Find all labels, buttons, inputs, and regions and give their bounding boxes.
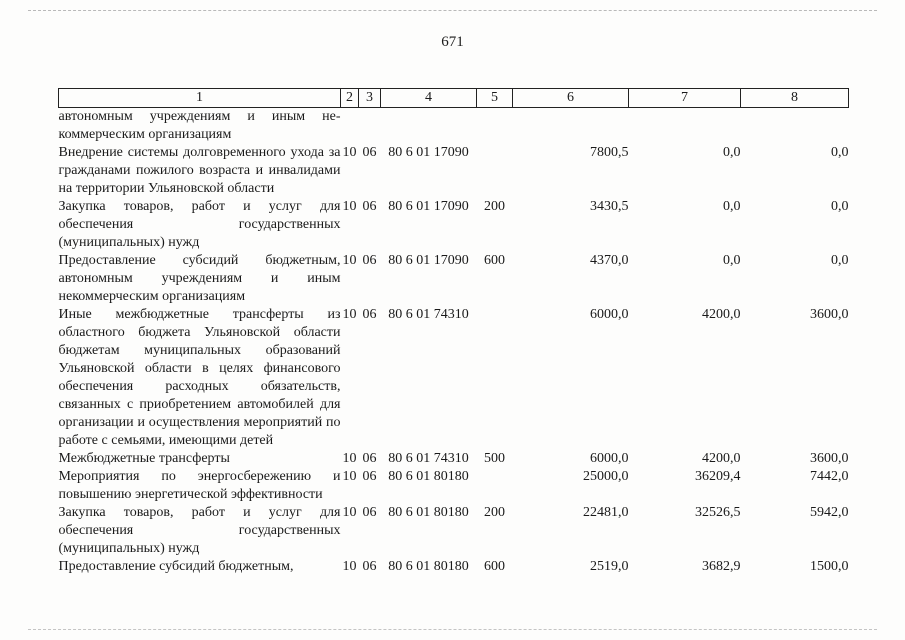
row-target-code: 80 6 01 17090 bbox=[388, 253, 469, 268]
row-name: Закупка товаров, работ и услуг для обеспечения государственных (муниципальных) нужд bbox=[58, 199, 341, 250]
row-name: Внедрение системы долговременного ухода за гражданами пожилого возраста и инвалидами на территории Ульяновской области bbox=[58, 145, 341, 196]
row-name: автономным учреждениям и иным не-коммерческим организациям bbox=[58, 109, 341, 142]
table-row bbox=[59, 504, 849, 558]
row-expense-type bbox=[477, 108, 513, 145]
table-row bbox=[59, 108, 849, 145]
row-name: Межбюджетные трансферты bbox=[58, 451, 230, 466]
row-amount-8: 0,0 bbox=[831, 199, 849, 214]
row-section bbox=[341, 108, 359, 145]
row-expense-type: 600 bbox=[484, 253, 505, 268]
row-amount-8: 0,0 bbox=[831, 145, 849, 160]
row-amount-6: 6000,0 bbox=[590, 307, 629, 322]
header-col-7: 7 bbox=[629, 89, 741, 108]
row-amount-6 bbox=[513, 108, 629, 145]
top-scan-edge bbox=[28, 10, 877, 11]
row-target-code: 80 6 01 74310 bbox=[388, 451, 469, 466]
row-subsection: 06 bbox=[362, 559, 377, 574]
row-expense-type: 200 bbox=[484, 505, 505, 520]
header-col-8: 8 bbox=[741, 89, 849, 108]
table-row bbox=[59, 468, 849, 504]
row-section: 10 bbox=[342, 253, 357, 268]
row-section: 10 bbox=[342, 145, 357, 160]
row-target-code: 80 6 01 74310 bbox=[388, 307, 469, 322]
row-amount-7: 4200,0 bbox=[702, 307, 741, 322]
row-amount-6: 3430,5 bbox=[590, 199, 629, 214]
row-subsection: 06 bbox=[362, 199, 377, 214]
table-row bbox=[59, 558, 849, 576]
row-amount-6: 7800,5 bbox=[590, 145, 629, 160]
row-amount-7 bbox=[629, 108, 741, 145]
row-name: Предоставление субсидий бюджетным, автономным учреждениям и иным некоммерческим организациям bbox=[58, 253, 341, 304]
row-subsection: 06 bbox=[362, 469, 377, 484]
row-amount-7: 0,0 bbox=[723, 145, 741, 160]
row-amount-7: 36209,4 bbox=[695, 469, 741, 484]
row-subsection: 06 bbox=[362, 451, 377, 466]
row-subsection: 06 bbox=[362, 307, 377, 322]
header-row bbox=[59, 89, 849, 108]
row-section: 10 bbox=[342, 505, 357, 520]
row-amount-8: 5942,0 bbox=[810, 505, 849, 520]
row-target-code: 80 6 01 17090 bbox=[388, 145, 469, 160]
row-amount-6: 25000,0 bbox=[583, 469, 629, 484]
budget-table bbox=[58, 88, 849, 576]
row-amount-7: 4200,0 bbox=[702, 451, 741, 466]
bottom-scan-edge bbox=[28, 629, 877, 630]
table-row bbox=[59, 450, 849, 468]
row-section: 10 bbox=[342, 559, 357, 574]
header-col-4: 4 bbox=[381, 89, 477, 108]
table-header bbox=[59, 89, 849, 108]
page-number: 671 bbox=[441, 34, 464, 50]
row-target-code: 80 6 01 80180 bbox=[388, 469, 469, 484]
row-expense-type bbox=[477, 144, 513, 198]
header-col-1: 1 bbox=[59, 89, 341, 108]
row-amount-6: 2519,0 bbox=[590, 559, 629, 574]
table-body bbox=[59, 108, 849, 577]
row-amount-7: 0,0 bbox=[723, 199, 741, 214]
row-amount-8: 7442,0 bbox=[810, 469, 849, 484]
row-target-code: 80 6 01 80180 bbox=[388, 559, 469, 574]
row-section: 10 bbox=[342, 451, 357, 466]
row-amount-8: 1500,0 bbox=[810, 559, 849, 574]
row-name: Иные межбюджетные трансферты из областного бюджета Ульяновской области бюджетам муниципальных образований Ульяновской области в целях финансового обеспечения расходных обязательств, связанных с приобретением автомобилей для организации и осуществления мероприятий по работе с семьями, имеющими детей bbox=[58, 307, 341, 448]
row-amount-8 bbox=[741, 108, 849, 145]
header-col-6: 6 bbox=[513, 89, 629, 108]
row-section: 10 bbox=[342, 199, 357, 214]
header-col-3: 3 bbox=[359, 89, 381, 108]
row-amount-6: 22481,0 bbox=[583, 505, 629, 520]
row-amount-8: 0,0 bbox=[831, 253, 849, 268]
row-section: 10 bbox=[342, 307, 357, 322]
row-target-code: 80 6 01 17090 bbox=[388, 199, 469, 214]
row-amount-7: 32526,5 bbox=[695, 505, 741, 520]
table-row bbox=[59, 306, 849, 450]
row-subsection: 06 bbox=[362, 505, 377, 520]
row-target-code bbox=[381, 108, 477, 145]
row-amount-8: 3600,0 bbox=[810, 307, 849, 322]
row-target-code: 80 6 01 80180 bbox=[388, 505, 469, 520]
row-expense-type: 200 bbox=[484, 199, 505, 214]
table-row bbox=[59, 252, 849, 306]
row-subsection: 06 bbox=[362, 145, 377, 160]
row-amount-7: 3682,9 bbox=[702, 559, 741, 574]
row-amount-6: 4370,0 bbox=[590, 253, 629, 268]
header-col-5: 5 bbox=[477, 89, 513, 108]
row-name: Закупка товаров, работ и услуг для обеспечения государственных (муниципальных) нужд bbox=[58, 505, 341, 556]
row-section: 10 bbox=[342, 469, 357, 484]
row-expense-type bbox=[477, 306, 513, 450]
table-row bbox=[59, 198, 849, 252]
row-name: Предоставление субсидий бюджетным, bbox=[58, 559, 294, 574]
row-amount-7: 0,0 bbox=[723, 253, 741, 268]
row-expense-type bbox=[477, 468, 513, 504]
row-expense-type: 600 bbox=[484, 559, 505, 574]
row-expense-type: 500 bbox=[484, 451, 505, 466]
table-row bbox=[59, 144, 849, 198]
row-amount-6: 6000,0 bbox=[590, 451, 629, 466]
header-col-2: 2 bbox=[341, 89, 359, 108]
row-subsection: 06 bbox=[362, 253, 377, 268]
row-subsection bbox=[359, 108, 381, 145]
row-name: Мероприятия по энергосбережению и повышению энергетической эффективности bbox=[58, 469, 341, 502]
row-amount-8: 3600,0 bbox=[810, 451, 849, 466]
